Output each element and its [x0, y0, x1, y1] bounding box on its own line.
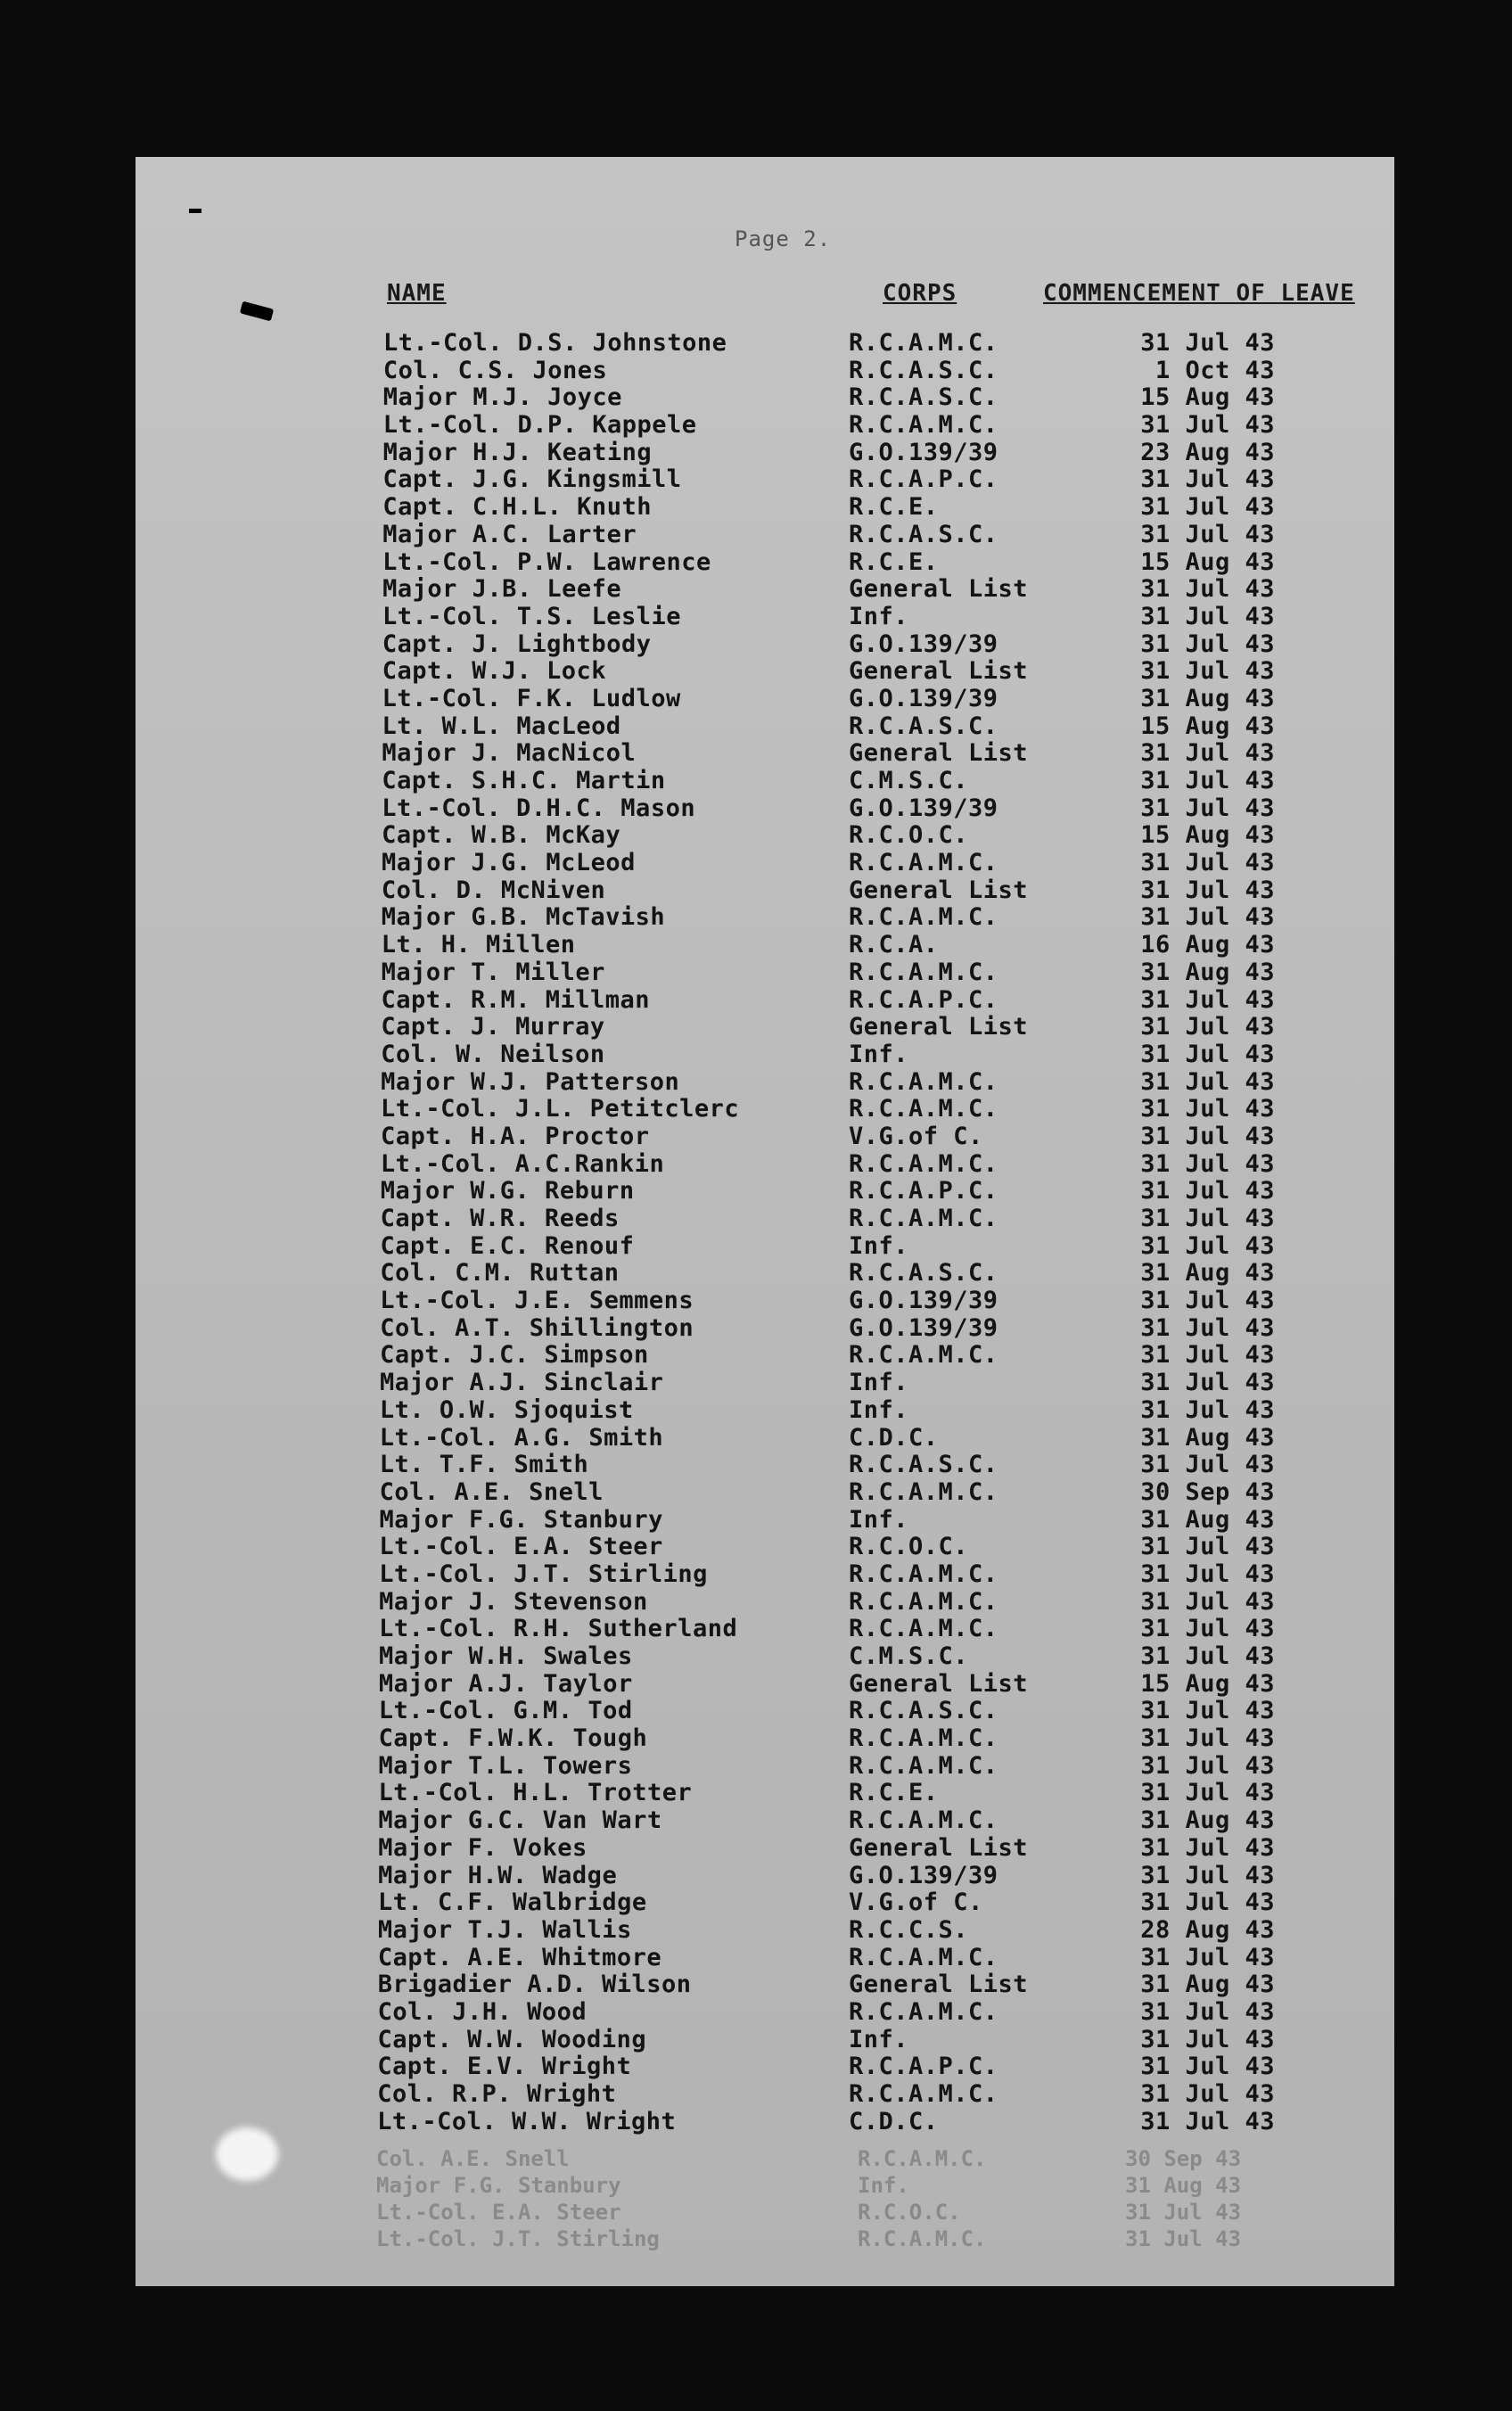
- leave-date-cell: 31 Jul 43: [1140, 1287, 1275, 1315]
- officer-name: Lt.-Col. D.H.C. Mason: [382, 794, 696, 822]
- corps-cell: Inf.: [849, 2025, 909, 2053]
- table-row: [136, 1096, 1394, 1123]
- officer-name: Lt.-Col. F.K. Ludlow: [382, 684, 681, 712]
- table-row: [136, 412, 1394, 440]
- table-row: [136, 1452, 1394, 1479]
- corps-cell: R.C.A.M.C.: [849, 1751, 998, 1780]
- table-row: [136, 466, 1394, 494]
- leave-date-cell: 31 Aug 43: [1140, 1505, 1275, 1534]
- corps-cell: R.C.A.S.C.: [849, 383, 998, 412]
- officer-name: Major M.J. Joyce: [382, 383, 622, 412]
- corps-cell: R.C.A.M.C.: [849, 849, 998, 877]
- table-row: [136, 795, 1394, 823]
- table-row: [136, 330, 1394, 358]
- leave-date-cell: 31 Jul 43: [1140, 1833, 1275, 1862]
- officer-name: Major T. Miller: [381, 958, 605, 986]
- corps-cell: R.C.E.: [849, 1779, 939, 1807]
- corps-cell: V.G.of C.: [849, 1122, 983, 1150]
- leave-date-cell: 31 Jul 43: [1140, 1751, 1275, 1780]
- officer-name: Lt.-Col. R.H. Sutherland: [379, 1615, 738, 1643]
- table-row: [136, 740, 1394, 768]
- officer-name: Major W.H. Swales: [378, 1642, 633, 1670]
- table-row: [136, 2053, 1394, 2081]
- corps-cell: R.C.E.: [849, 493, 939, 522]
- officer-name: Capt. S.H.C. Martin: [382, 767, 666, 794]
- corps-cell: R.C.A.M.C.: [849, 1067, 998, 1096]
- corps-cell: C.D.C.: [849, 1423, 939, 1452]
- leave-date-cell: 31 Jul 43: [1140, 629, 1275, 658]
- officer-name: Major T.L. Towers: [378, 1751, 633, 1780]
- leave-date-cell: 31 Jul 43: [1140, 1369, 1275, 1397]
- officer-name: Major A.J. Sinclair: [380, 1369, 664, 1397]
- table-row: [136, 604, 1394, 631]
- corps-cell: R.C.A.M.C.: [849, 1587, 998, 1616]
- table-row: [136, 2109, 1394, 2136]
- leave-date-cell: 31 Jul 43: [1140, 1013, 1275, 1041]
- corps-cell: R.C.A.M.C.: [849, 1149, 998, 1178]
- table-row: [136, 1616, 1394, 1643]
- bleed-through-text: [376, 2145, 1312, 2270]
- officer-name: Major F. Vokes: [378, 1833, 588, 1862]
- table-row: [136, 1835, 1394, 1863]
- officer-name: Lt.-Col. D.P. Kappele: [382, 411, 697, 440]
- officer-name: Col. C.S. Jones: [382, 356, 608, 384]
- officer-name: Capt. W.R. Reeds: [380, 1205, 620, 1232]
- leave-date-cell: 31 Jul 43: [1140, 1861, 1275, 1889]
- corps-cell: R.C.A.M.C.: [849, 1095, 998, 1123]
- officer-name: Col. W. Neilson: [381, 1040, 605, 1068]
- leave-date-cell: 15 Aug 43: [1140, 547, 1275, 576]
- table-row: [136, 1507, 1394, 1535]
- corps-cell: R.C.A.M.C.: [849, 2080, 998, 2108]
- leave-date-cell: 31 Jul 43: [1140, 1040, 1275, 1068]
- table-row: [136, 959, 1394, 987]
- table-row: [136, 1780, 1394, 1807]
- corps-cell: Inf.: [849, 1040, 909, 1068]
- corps-cell: R.C.A.: [849, 931, 939, 959]
- leave-table: [136, 330, 1394, 2135]
- corps-cell: R.C.A.P.C.: [849, 985, 998, 1014]
- corps-cell: General List: [849, 1013, 1029, 1041]
- corps-cell: G.O.139/39: [849, 629, 998, 658]
- leave-date-cell: 31 Jul 43: [1140, 1642, 1275, 1670]
- leave-date-cell: 31 Jul 43: [1140, 1177, 1275, 1206]
- table-row: [136, 1342, 1394, 1370]
- leave-date-cell: 15 Aug 43: [1140, 1669, 1275, 1698]
- officer-name: Major W.J. Patterson: [381, 1067, 680, 1096]
- ink-mark: [240, 301, 274, 322]
- leave-date-cell: 16 Aug 43: [1140, 931, 1275, 959]
- corps-cell: G.O.139/39: [849, 684, 998, 712]
- leave-date-cell: 23 Aug 43: [1140, 438, 1275, 466]
- ghost-line: Lt.-Col. J.T. Stirling R.C.A.M.C. 31 Jul 43: [376, 2226, 1242, 2251]
- corps-cell: R.C.O.C.: [849, 1533, 969, 1561]
- corps-cell: General List: [849, 1669, 1029, 1698]
- table-row: [136, 1917, 1394, 1945]
- officer-name: Capt. E.V. Wright: [377, 2053, 632, 2081]
- table-row: [136, 1945, 1394, 1972]
- officer-name: Capt. A.E. Whitmore: [377, 1943, 662, 1971]
- corps-cell: R.C.A.M.C.: [849, 329, 998, 357]
- corps-cell: Inf.: [849, 1395, 909, 1424]
- table-row: [136, 358, 1394, 385]
- officer-name: Major J. MacNicol: [382, 739, 637, 768]
- table-row: [136, 1643, 1394, 1671]
- leave-date-cell: 31 Jul 43: [1140, 876, 1275, 904]
- officer-name: Lt.-Col. W.W. Wright: [377, 2107, 677, 2135]
- leave-date-cell: 31 Jul 43: [1140, 794, 1275, 822]
- table-row: [136, 1014, 1394, 1041]
- officer-name: Major F.G. Stanbury: [379, 1505, 663, 1534]
- officer-name: Lt.-Col. E.A. Steer: [379, 1533, 663, 1561]
- corps-cell: General List: [849, 657, 1029, 686]
- corps-cell: G.O.139/39: [849, 438, 998, 466]
- leave-date-cell: 31 Jul 43: [1140, 767, 1275, 794]
- leave-date-cell: 15 Aug 43: [1140, 383, 1275, 412]
- table-row: [136, 1561, 1394, 1589]
- officer-name: Lt.-Col. J.E. Semmens: [380, 1287, 694, 1315]
- leave-date-cell: 31 Jul 43: [1140, 1067, 1275, 1096]
- leave-date-cell: 31 Aug 43: [1140, 1423, 1275, 1452]
- table-row: [136, 1698, 1394, 1725]
- officer-name: Lt.-Col. G.M. Tod: [378, 1697, 633, 1725]
- corps-cell: General List: [849, 876, 1029, 904]
- table-row: [136, 1425, 1394, 1452]
- leave-date-cell: 31 Jul 43: [1140, 1341, 1275, 1370]
- leave-date-cell: 31 Jul 43: [1140, 329, 1275, 357]
- table-row: [136, 1041, 1394, 1069]
- officer-name: Major G.C. Van Wart: [378, 1806, 662, 1835]
- corps-cell: C.M.S.C.: [849, 1642, 969, 1670]
- corps-cell: R.C.O.C.: [849, 821, 969, 850]
- corps-cell: R.C.A.M.C.: [849, 1724, 998, 1753]
- table-row: [136, 1123, 1394, 1151]
- table-row: [136, 1288, 1394, 1315]
- corps-cell: R.C.C.S.: [849, 1915, 969, 1944]
- table-row: [136, 522, 1394, 549]
- leave-date-cell: 31 Jul 43: [1140, 2053, 1275, 2081]
- ghost-line: Major F.G. Stanbury Inf. 31 Aug 43: [376, 2173, 1242, 2198]
- officer-name: Capt. H.A. Proctor: [380, 1122, 650, 1150]
- corps-cell: Inf.: [849, 1505, 909, 1534]
- leave-date-cell: 31 Jul 43: [1140, 657, 1275, 686]
- corps-cell: R.C.A.M.C.: [849, 1806, 998, 1835]
- leave-date-cell: 31 Jul 43: [1140, 602, 1275, 630]
- table-row: [136, 1069, 1394, 1097]
- corps-cell: R.C.A.S.C.: [849, 1259, 998, 1288]
- officer-name: Lt.-Col. P.W. Lawrence: [382, 547, 711, 576]
- ink-mark: [189, 209, 201, 213]
- leave-date-cell: 31 Jul 43: [1140, 575, 1275, 604]
- corps-cell: R.C.A.M.C.: [849, 1205, 998, 1232]
- leave-date-cell: 31 Jul 43: [1140, 1888, 1275, 1917]
- corps-cell: R.C.A.M.C.: [849, 1341, 998, 1370]
- leave-date-cell: 31 Jul 43: [1140, 1997, 1275, 2026]
- corps-cell: R.C.A.P.C.: [849, 2053, 998, 2081]
- table-row: [136, 2027, 1394, 2054]
- officer-name: Lt.-Col. A.G. Smith: [379, 1423, 664, 1452]
- officer-name: Lt. O.W. Sjoquist: [379, 1395, 634, 1424]
- leave-date-cell: 31 Jul 43: [1140, 903, 1275, 932]
- leave-date-cell: 31 Jul 43: [1140, 1205, 1275, 1232]
- corps-cell: V.G.of C.: [849, 1888, 983, 1917]
- officer-name: Capt. J.C. Simpson: [380, 1341, 649, 1370]
- table-row: [136, 1260, 1394, 1288]
- leave-date-cell: 31 Jul 43: [1140, 1943, 1275, 1971]
- table-row: [136, 1863, 1394, 1890]
- leave-date-cell: 15 Aug 43: [1140, 821, 1275, 850]
- leave-date-cell: 31 Aug 43: [1140, 958, 1275, 986]
- paper-damage: [216, 2127, 278, 2181]
- officer-name: Lt.-Col. J.L. Petitclerc: [381, 1095, 740, 1123]
- officer-name: Col. C.M. Ruttan: [380, 1259, 620, 1288]
- corps-cell: R.C.A.M.C.: [849, 1559, 998, 1588]
- corps-cell: General List: [849, 739, 1029, 768]
- corps-cell: R.C.A.S.C.: [849, 1697, 998, 1725]
- leave-date-cell: 31 Aug 43: [1140, 684, 1275, 712]
- table-row: [136, 1589, 1394, 1617]
- ghost-line: Col. A.E. Snell R.C.A.M.C. 30 Sep 43: [376, 2146, 1242, 2171]
- table-row: [136, 576, 1394, 604]
- corps-cell: R.C.A.S.C.: [849, 1451, 998, 1479]
- table-row: [136, 440, 1394, 467]
- table-row: [136, 1178, 1394, 1206]
- corps-cell: C.D.C.: [849, 2107, 939, 2135]
- table-row: [136, 987, 1394, 1015]
- corps-cell: R.C.A.M.C.: [849, 1997, 998, 2026]
- leave-date-cell: 31 Jul 43: [1140, 1149, 1275, 1178]
- corps-cell: R.C.A.S.C.: [849, 520, 998, 548]
- table-row: [136, 1206, 1394, 1233]
- leave-date-cell: 31 Jul 43: [1140, 1231, 1275, 1260]
- officer-name: Major G.B. McTavish: [381, 903, 666, 932]
- leave-date-cell: 31 Jul 43: [1140, 1533, 1275, 1561]
- corps-cell: R.C.A.M.C.: [849, 958, 998, 986]
- corps-cell: Inf.: [849, 1369, 909, 1397]
- table-row: [136, 631, 1394, 659]
- corps-cell: G.O.139/39: [849, 1861, 998, 1889]
- leave-date-cell: 31 Jul 43: [1140, 465, 1275, 494]
- corps-cell: R.C.A.S.C.: [849, 712, 998, 740]
- leave-date-cell: 31 Jul 43: [1140, 2107, 1275, 2135]
- corps-cell: General List: [849, 1971, 1029, 1999]
- table-row: [136, 713, 1394, 741]
- table-row: [136, 1671, 1394, 1699]
- leave-date-cell: 31 Jul 43: [1140, 1559, 1275, 1588]
- table-row: [136, 822, 1394, 850]
- officer-name: Capt. J. Lightbody: [382, 629, 652, 658]
- officer-name: Col. A.E. Snell: [379, 1477, 604, 1506]
- leave-date-cell: 31 Jul 43: [1140, 520, 1275, 548]
- officer-name: Capt. R.M. Millman: [381, 985, 651, 1014]
- table-row: [136, 658, 1394, 686]
- corps-cell: R.C.A.M.C.: [849, 1477, 998, 1506]
- leave-date-cell: 31 Jul 43: [1140, 1697, 1275, 1725]
- corps-cell: G.O.139/39: [849, 794, 998, 822]
- corps-cell: R.C.A.M.C.: [849, 903, 998, 932]
- ghost-line: Lt.-Col. E.A. Steer R.C.O.C. 31 Jul 43: [376, 2200, 1242, 2225]
- corps-cell: R.C.A.P.C.: [849, 465, 998, 494]
- corps-cell: G.O.139/39: [849, 1313, 998, 1342]
- leave-date-cell: 15 Aug 43: [1140, 712, 1275, 740]
- corps-cell: C.M.S.C.: [849, 767, 969, 794]
- table-row: [136, 850, 1394, 877]
- officer-name: Capt. C.H.L. Knuth: [382, 493, 652, 522]
- corps-cell: R.C.A.P.C.: [849, 1177, 998, 1206]
- officer-name: Capt. W.J. Lock: [382, 657, 607, 686]
- table-row: [136, 1889, 1394, 1917]
- leave-date-cell: 31 Jul 43: [1140, 2080, 1275, 2108]
- table-row: [136, 1397, 1394, 1425]
- leave-date-cell: 31 Jul 43: [1140, 1395, 1275, 1424]
- corps-cell: G.O.139/39: [849, 1287, 998, 1315]
- table-row: [136, 1999, 1394, 2027]
- leave-date-cell: 31 Jul 43: [1140, 411, 1275, 440]
- corps-cell: R.C.A.M.C.: [849, 411, 998, 440]
- column-header-commencement: COMMENCEMENT OF LEAVE: [1043, 280, 1355, 307]
- leave-date-cell: 31 Jul 43: [1140, 1095, 1275, 1123]
- officer-name: Lt.-Col. T.S. Leslie: [382, 602, 682, 630]
- corps-cell: General List: [849, 575, 1029, 604]
- leave-date-cell: 31 Jul 43: [1140, 1451, 1275, 1479]
- officer-name: Major W.G. Reburn: [380, 1177, 635, 1206]
- officer-name: Capt. J. Murray: [381, 1013, 605, 1041]
- officer-name: Major J.B. Leefe: [382, 575, 622, 604]
- officer-name: Capt. E.C. Renouf: [380, 1231, 635, 1260]
- officer-name: Lt. W.L. MacLeod: [382, 712, 621, 740]
- leave-date-cell: 31 Jul 43: [1140, 1122, 1275, 1150]
- leave-date-cell: 31 Jul 43: [1140, 493, 1275, 522]
- leave-date-cell: 31 Jul 43: [1140, 849, 1275, 877]
- leave-date-cell: 31 Jul 43: [1140, 1615, 1275, 1643]
- leave-date-cell: 31 Jul 43: [1140, 739, 1275, 768]
- table-row: [136, 1807, 1394, 1835]
- leave-date-cell: 30 Sep 43: [1140, 1477, 1275, 1506]
- table-row: [136, 1370, 1394, 1397]
- corps-cell: Inf.: [849, 1231, 909, 1260]
- leave-date-cell: 28 Aug 43: [1140, 1915, 1275, 1944]
- officer-name: Lt.-Col. A.C.Rankin: [380, 1149, 665, 1178]
- officer-name: Lt. C.F. Walbridge: [378, 1888, 647, 1917]
- leave-date-cell: 31 Jul 43: [1140, 2025, 1275, 2053]
- corps-cell: R.C.A.S.C.: [849, 356, 998, 384]
- column-header-name: NAME: [387, 280, 447, 307]
- corps-cell: General List: [849, 1833, 1029, 1862]
- officer-name: Col. D. McNiven: [381, 876, 606, 904]
- officer-name: Col. R.P. Wright: [377, 2080, 617, 2108]
- leave-date-cell: 31 Aug 43: [1140, 1806, 1275, 1835]
- leave-date-cell: 31 Aug 43: [1140, 1259, 1275, 1288]
- leave-date-cell: 31 Jul 43: [1140, 1724, 1275, 1753]
- officer-name: Major H.W. Wadge: [378, 1861, 618, 1889]
- table-row: [136, 1233, 1394, 1261]
- officer-name: Major T.J. Wallis: [377, 1915, 632, 1944]
- officer-name: Major H.J. Keating: [382, 438, 653, 466]
- table-row: [136, 1479, 1394, 1507]
- table-row: [136, 494, 1394, 522]
- officer-name: Major J. Stevenson: [379, 1587, 648, 1616]
- officer-name: Brigadier A.D. Wilson: [377, 1971, 692, 1999]
- table-row: [136, 1971, 1394, 1999]
- corps-cell: Inf.: [849, 602, 909, 630]
- table-row: [136, 686, 1394, 713]
- table-row: [136, 1315, 1394, 1343]
- column-header-corps: CORPS: [883, 280, 957, 307]
- corps-cell: R.C.A.M.C.: [849, 1615, 998, 1643]
- officer-name: Capt. F.W.K. Tough: [378, 1724, 648, 1753]
- table-row: [136, 2081, 1394, 2109]
- table-row: [136, 1753, 1394, 1781]
- officer-name: Capt. W.B. McKay: [382, 821, 621, 850]
- officer-name: Lt.-Col. D.S. Johnstone: [383, 329, 727, 357]
- page-number: Page 2.: [735, 226, 832, 251]
- table-row: [136, 1725, 1394, 1753]
- leave-date-cell: 31 Jul 43: [1140, 1313, 1275, 1342]
- officer-name: Major A.J. Taylor: [378, 1669, 633, 1698]
- table-row: [136, 384, 1394, 412]
- officer-name: Capt. W.W. Wooding: [377, 2025, 647, 2053]
- leave-date-cell: 31 Jul 43: [1140, 985, 1275, 1014]
- corps-cell: R.C.A.M.C.: [849, 1943, 998, 1971]
- leave-date-cell: 31 Jul 43: [1140, 1779, 1275, 1807]
- leave-date-cell: 31 Jul 43: [1140, 1587, 1275, 1616]
- leave-date-cell: 31 Aug 43: [1140, 1971, 1275, 1999]
- table-row: [136, 768, 1394, 795]
- table-row: [136, 932, 1394, 959]
- officer-name: Col. A.T. Shillington: [380, 1313, 694, 1342]
- officer-name: Major A.C. Larter: [382, 520, 637, 548]
- corps-cell: R.C.E.: [849, 547, 939, 576]
- table-row: [136, 549, 1394, 577]
- table-row: [136, 1534, 1394, 1561]
- leave-date-cell: 1 Oct 43: [1155, 356, 1275, 384]
- table-row: [136, 877, 1394, 905]
- table-row: [136, 1151, 1394, 1179]
- officer-name: Lt.-Col. H.L. Trotter: [378, 1779, 693, 1807]
- officer-name: Lt. H. Millen: [381, 931, 576, 959]
- officer-name: Col. J.H. Wood: [377, 1997, 588, 2026]
- table-row: [136, 904, 1394, 932]
- officer-name: Capt. J.G. Kingsmill: [382, 465, 682, 494]
- officer-name: Lt.-Col. J.T. Stirling: [379, 1559, 708, 1588]
- document-page: [136, 157, 1394, 2286]
- officer-name: Major J.G. McLeod: [382, 849, 636, 877]
- officer-name: Lt. T.F. Smith: [379, 1451, 589, 1479]
